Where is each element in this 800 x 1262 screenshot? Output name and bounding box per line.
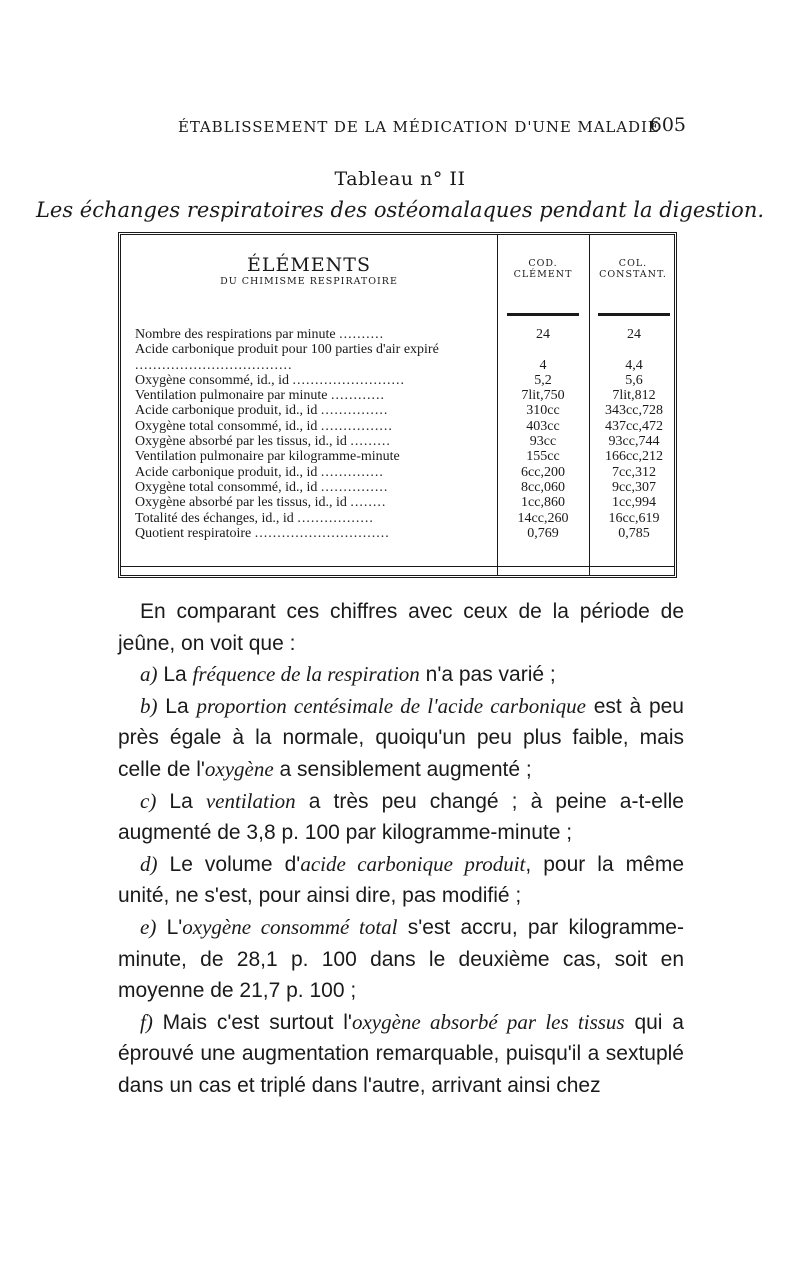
table-body (121, 327, 674, 541)
row-label: Oxygène total consommé, id., id ............... (135, 479, 389, 495)
value-constant: 93cc,744 (608, 434, 660, 450)
table-title: Tableau n° II (334, 168, 466, 190)
table-caption: Les échanges respiratoires des ostéomalaques pendant la digestion. (35, 198, 765, 222)
value-constant: 7cc,312 (612, 464, 656, 480)
value-clement: 8cc,060 (521, 479, 565, 495)
value-constant: 9cc,307 (612, 479, 656, 495)
row-label: Ventilation pulmonaire par minute ............ (135, 388, 385, 404)
value-clement: 1cc,860 (521, 495, 565, 511)
value-constant: 437cc,472 (605, 418, 663, 434)
value-constant: 24 (627, 327, 641, 342)
value-constant: 343cc,728 (605, 403, 663, 419)
table-row (121, 434, 674, 449)
table-row (121, 419, 674, 434)
header-elements-subtitle: DU CHIMISME RESPIRATOIRE (220, 275, 398, 287)
value-constant: 0,785 (618, 525, 650, 541)
header-col-clement-line2: CLÉMENT (513, 268, 573, 280)
value-clement: 7lit,750 (521, 388, 565, 404)
page-number: 605 (649, 114, 686, 136)
item-c: c) La ventilation a très peu changé ; à peine a-t-elle augmenté de 3,8 p. 100 par kilogramme-minute ; (118, 788, 684, 845)
value-constant: 166cc,212 (605, 449, 663, 465)
value-constant: 5,6 (625, 372, 643, 388)
header-col-clement (497, 259, 589, 281)
row-label: Acide carbonique produit pour 100 parties d'air expiré ................................... (135, 342, 439, 373)
row-label: Oxygène total consommé, id., id ................ (135, 418, 393, 434)
header-rule (598, 313, 670, 316)
table-row (121, 327, 674, 342)
row-label: Acide carbonique produit, id., id ............... (135, 403, 389, 419)
value-constant: 7lit,812 (612, 388, 656, 404)
table-row (121, 526, 674, 541)
value-clement: 310cc (526, 403, 560, 419)
table-row (121, 373, 674, 388)
table-row (121, 403, 674, 418)
value-clement: 5,2 (534, 372, 552, 388)
table-row (121, 480, 674, 495)
value-clement: 403cc (526, 418, 560, 434)
row-label: Oxygène absorbé par les tissus, id., id ......... (135, 434, 391, 450)
body-text (118, 596, 684, 1102)
table-row (121, 342, 674, 373)
table-row (121, 511, 674, 526)
header-col-constant (589, 259, 677, 281)
row-label: Nombre des respirations par minute .......... (135, 327, 385, 342)
header-col-constant-line2: CONSTANT. (599, 268, 667, 280)
header-elements-title: ÉLÉMENTS (247, 254, 371, 276)
row-label: Oxygène absorbé par les tissus, id., id ........ (135, 495, 387, 511)
row-label: Quotient respiratoire .............................. (135, 525, 390, 541)
row-label: Totalité des échanges, id., id ................. (135, 510, 374, 526)
value-clement: 6cc,200 (521, 464, 565, 480)
respiratory-table (118, 232, 677, 578)
table-row (121, 495, 674, 510)
row-label: Oxygène consommé, id., id ......................... (135, 372, 405, 388)
item-a: a) La fréquence de la respiration n'a pas varié ; (140, 662, 556, 687)
item-b: b) La proportion centésimale de l'acide carbonique est à peu près égale à la normale, quoiqu'un peu plus faible, mais celle de l'oxygène a sensiblement augmenté ; (118, 693, 684, 781)
running-head-title: ÉTABLISSEMENT DE LA MÉDICATION D'UNE MALADIE (178, 118, 660, 136)
value-constant: 16cc,619 (608, 510, 660, 526)
value-clement: 4 (539, 357, 547, 373)
value-clement: 155cc (526, 449, 560, 465)
value-constant: 1cc,994 (612, 495, 656, 511)
row-label: Ventilation pulmonaire par kilogramme-minute (135, 449, 400, 465)
header-rule (507, 313, 579, 316)
intro-paragraph: En comparant ces chiffres avec ceux de la période de jeûne, on voit que : (118, 600, 684, 655)
table-row (121, 465, 674, 480)
header-col-constant-line1: COL. (618, 258, 648, 269)
running-head (178, 114, 686, 138)
value-constant: 4,4 (625, 357, 643, 373)
value-clement: 24 (536, 327, 550, 342)
item-e: e) L'oxygène consommé total s'est accru, par kilogramme-minute, de 28,1 p. 100 dans le deuxième cas, soit en moyenne de 21,7 p. 100 ; (118, 914, 684, 1003)
item-d: d) Le volume d'acide carbonique produit, pour la même unité, ne s'est, pour ainsi dire, pas modifié ; (118, 851, 685, 908)
row-label: Acide carbonique produit, id., id .............. (135, 464, 384, 480)
header-elements (121, 255, 497, 288)
header-col-clement-line1: COD. (528, 258, 558, 269)
value-clement: 0,769 (527, 525, 559, 541)
value-clement: 93cc (529, 434, 557, 450)
table-row (121, 449, 674, 464)
table-row (121, 388, 674, 403)
value-clement: 14cc,260 (517, 510, 569, 526)
table-bottom-rule (121, 566, 674, 567)
item-f: f) Mais c'est surtout l'oxygène absorbé par les tissus qui a éprouvé une augmentation remarquable, puisqu'il a sextuplé dans un cas et triplé dans l'autre, arrivant ainsi chez (118, 1009, 684, 1097)
